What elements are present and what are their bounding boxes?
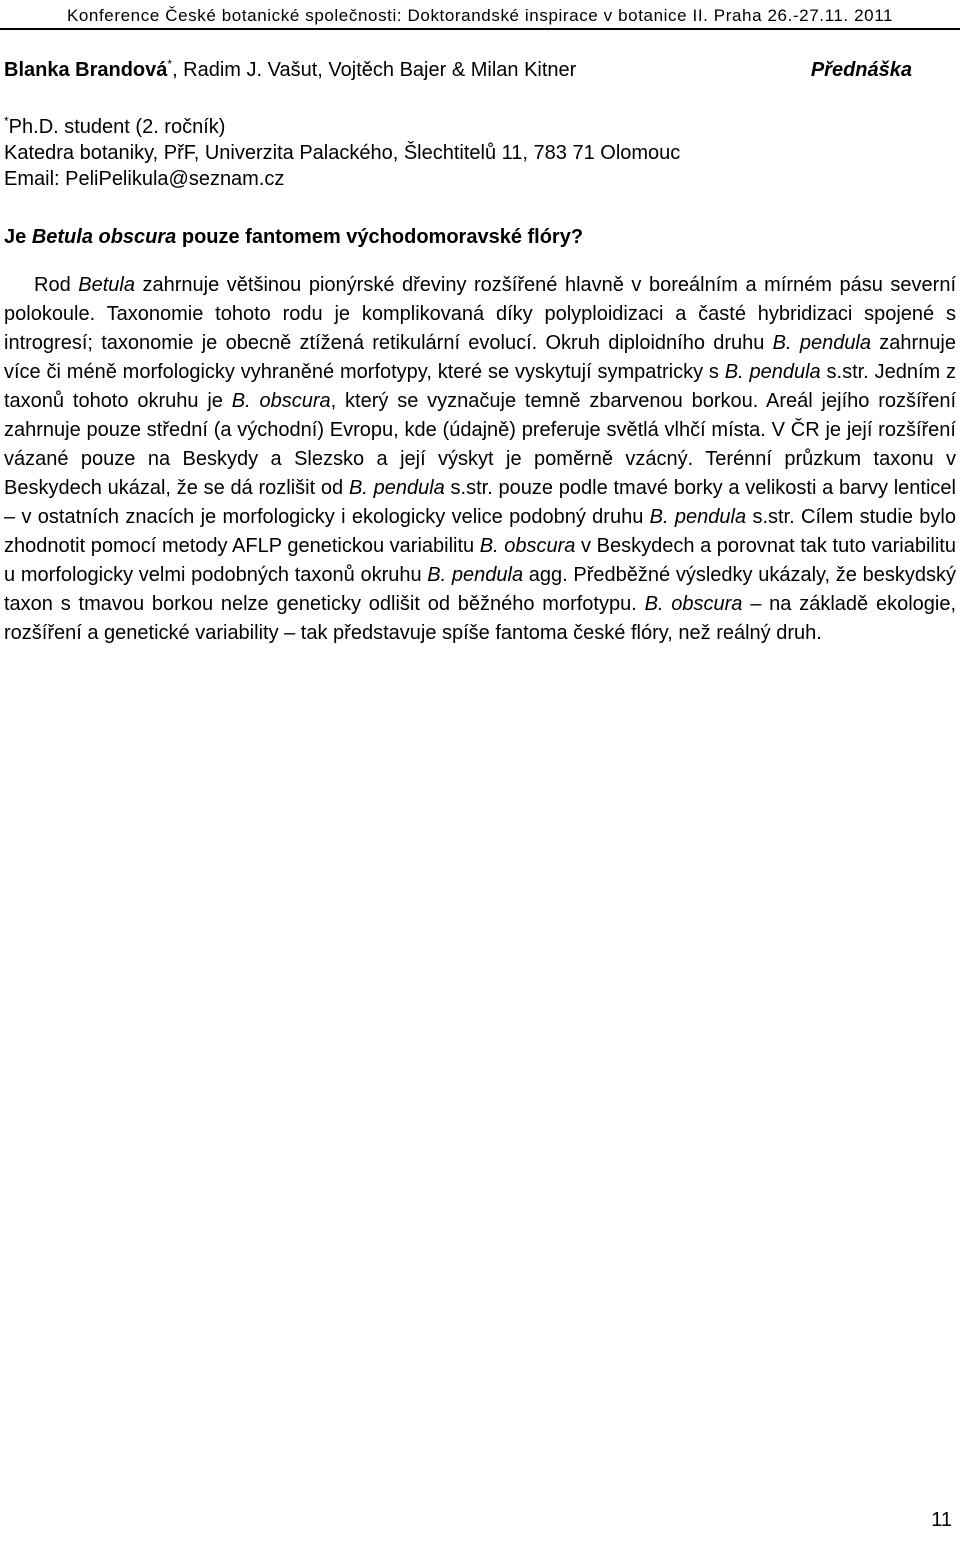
abstract-text: s.str. Jedním z taxonů tohoto okruhu je	[4, 361, 957, 412]
abstract-taxon: B. obscura	[479, 535, 576, 557]
student-note-text: Ph.D. student (2. ročník)	[8, 116, 226, 138]
abstract-title	[4, 224, 583, 250]
coauthors: , Radim J. Vašut, Vojtěch Bajer & Milan Kitner	[172, 59, 577, 81]
affiliation-block	[4, 114, 680, 192]
abstract-taxon: Betula	[78, 274, 135, 296]
student-note	[4, 114, 680, 140]
student-note-mark: *	[4, 114, 9, 128]
department-address: Katedra botaniky, PřF, Univerzita Palackého, Šlechtitelů 11, 783 71 Olomouc	[4, 142, 681, 164]
first-author: Blanka Brandová	[4, 59, 168, 81]
title-prefix: Je	[4, 226, 32, 248]
abstract-taxon: B. obscura	[644, 593, 743, 615]
author-email: Email: PeliPelikula@seznam.cz	[4, 168, 285, 190]
abstract-taxon: B. pendula	[348, 477, 445, 499]
abstract-taxon: B. pendula	[724, 361, 821, 383]
abstract-text: Rod	[34, 274, 79, 296]
header-rule	[0, 28, 960, 30]
abstract-taxon: B. pendula	[649, 506, 747, 528]
abstract-taxon: B. obscura	[231, 390, 331, 412]
first-author-mark: *	[167, 57, 173, 71]
author-line	[4, 57, 576, 83]
abstract-text: zahrnuje více či méně morfologicky vyhraněné morfotypy, které se vyskytují sympatricky s	[4, 332, 957, 383]
abstract-body	[4, 271, 956, 648]
conference-header-text: Konference České botanické společnosti: Doktorandské inspirace v botanice II. Praha 26.-27.11. 2011	[66, 6, 894, 25]
title-suffix: pouze fantomem východomoravské flóry?	[176, 226, 584, 248]
abstract-text: zahrnuje většinou pionýrské dřeviny rozšířené hlavně v boreálním a mírném pásu severní polokoule. Taxonomie tohoto rodu je komplikovaná díky polyploidizaci a časté hybridizaci spojené s introgresí; taxonomie je obecně ztížená retikulární evolucí. Okruh diploidního druhu	[4, 274, 957, 354]
abstract-text: agg. Předběžné výsledky ukázaly, že beskydský taxon s tmavou borkou nelze geneticky odlišit od běžného morfotypu.	[4, 564, 956, 615]
page-number: 11	[931, 1509, 952, 1531]
abstract-text: s.str. pouze podle tmavé borky a velikosti a barvy lenticel – v ostatních znacích je morfologicky i ekologicky velice podobný druhu	[4, 477, 956, 528]
abstract-taxon: B. pendula	[427, 564, 524, 586]
conference-header	[0, 6, 960, 26]
title-species: Betula obscura	[31, 226, 177, 248]
abstract-text: s.str. Cílem studie bylo zhodnotit pomocí metody AFLP genetickou variabilitu	[4, 506, 956, 557]
abstract-text: – na základě ekologie, rozšíření a genetické variability – tak představuje spíše fantoma české flóry, než reálný druh.	[4, 593, 957, 644]
presentation-type: Přednáška	[810, 59, 912, 81]
abstract-text: v Beskydech a porovnat tak tuto variabilitu u morfologicky velmi podobných taxonů okruhu	[4, 535, 956, 586]
abstract-taxon: B. pendula	[772, 332, 872, 354]
abstract-text: , který se vyznačuje temně zbarvenou borkou. Areál jejího rozšíření zahrnuje pouze střední (a východní) Evropu, kde (údajně) preferuje světlá vlhčí místa. V ČR je její rozšíření vázané pouze na Beskydy a Slezsko a její výskyt je poměrně vzácný. Terénní průzkum taxonu v Beskydech ukázal, že se dá rozlišit od	[4, 390, 957, 499]
